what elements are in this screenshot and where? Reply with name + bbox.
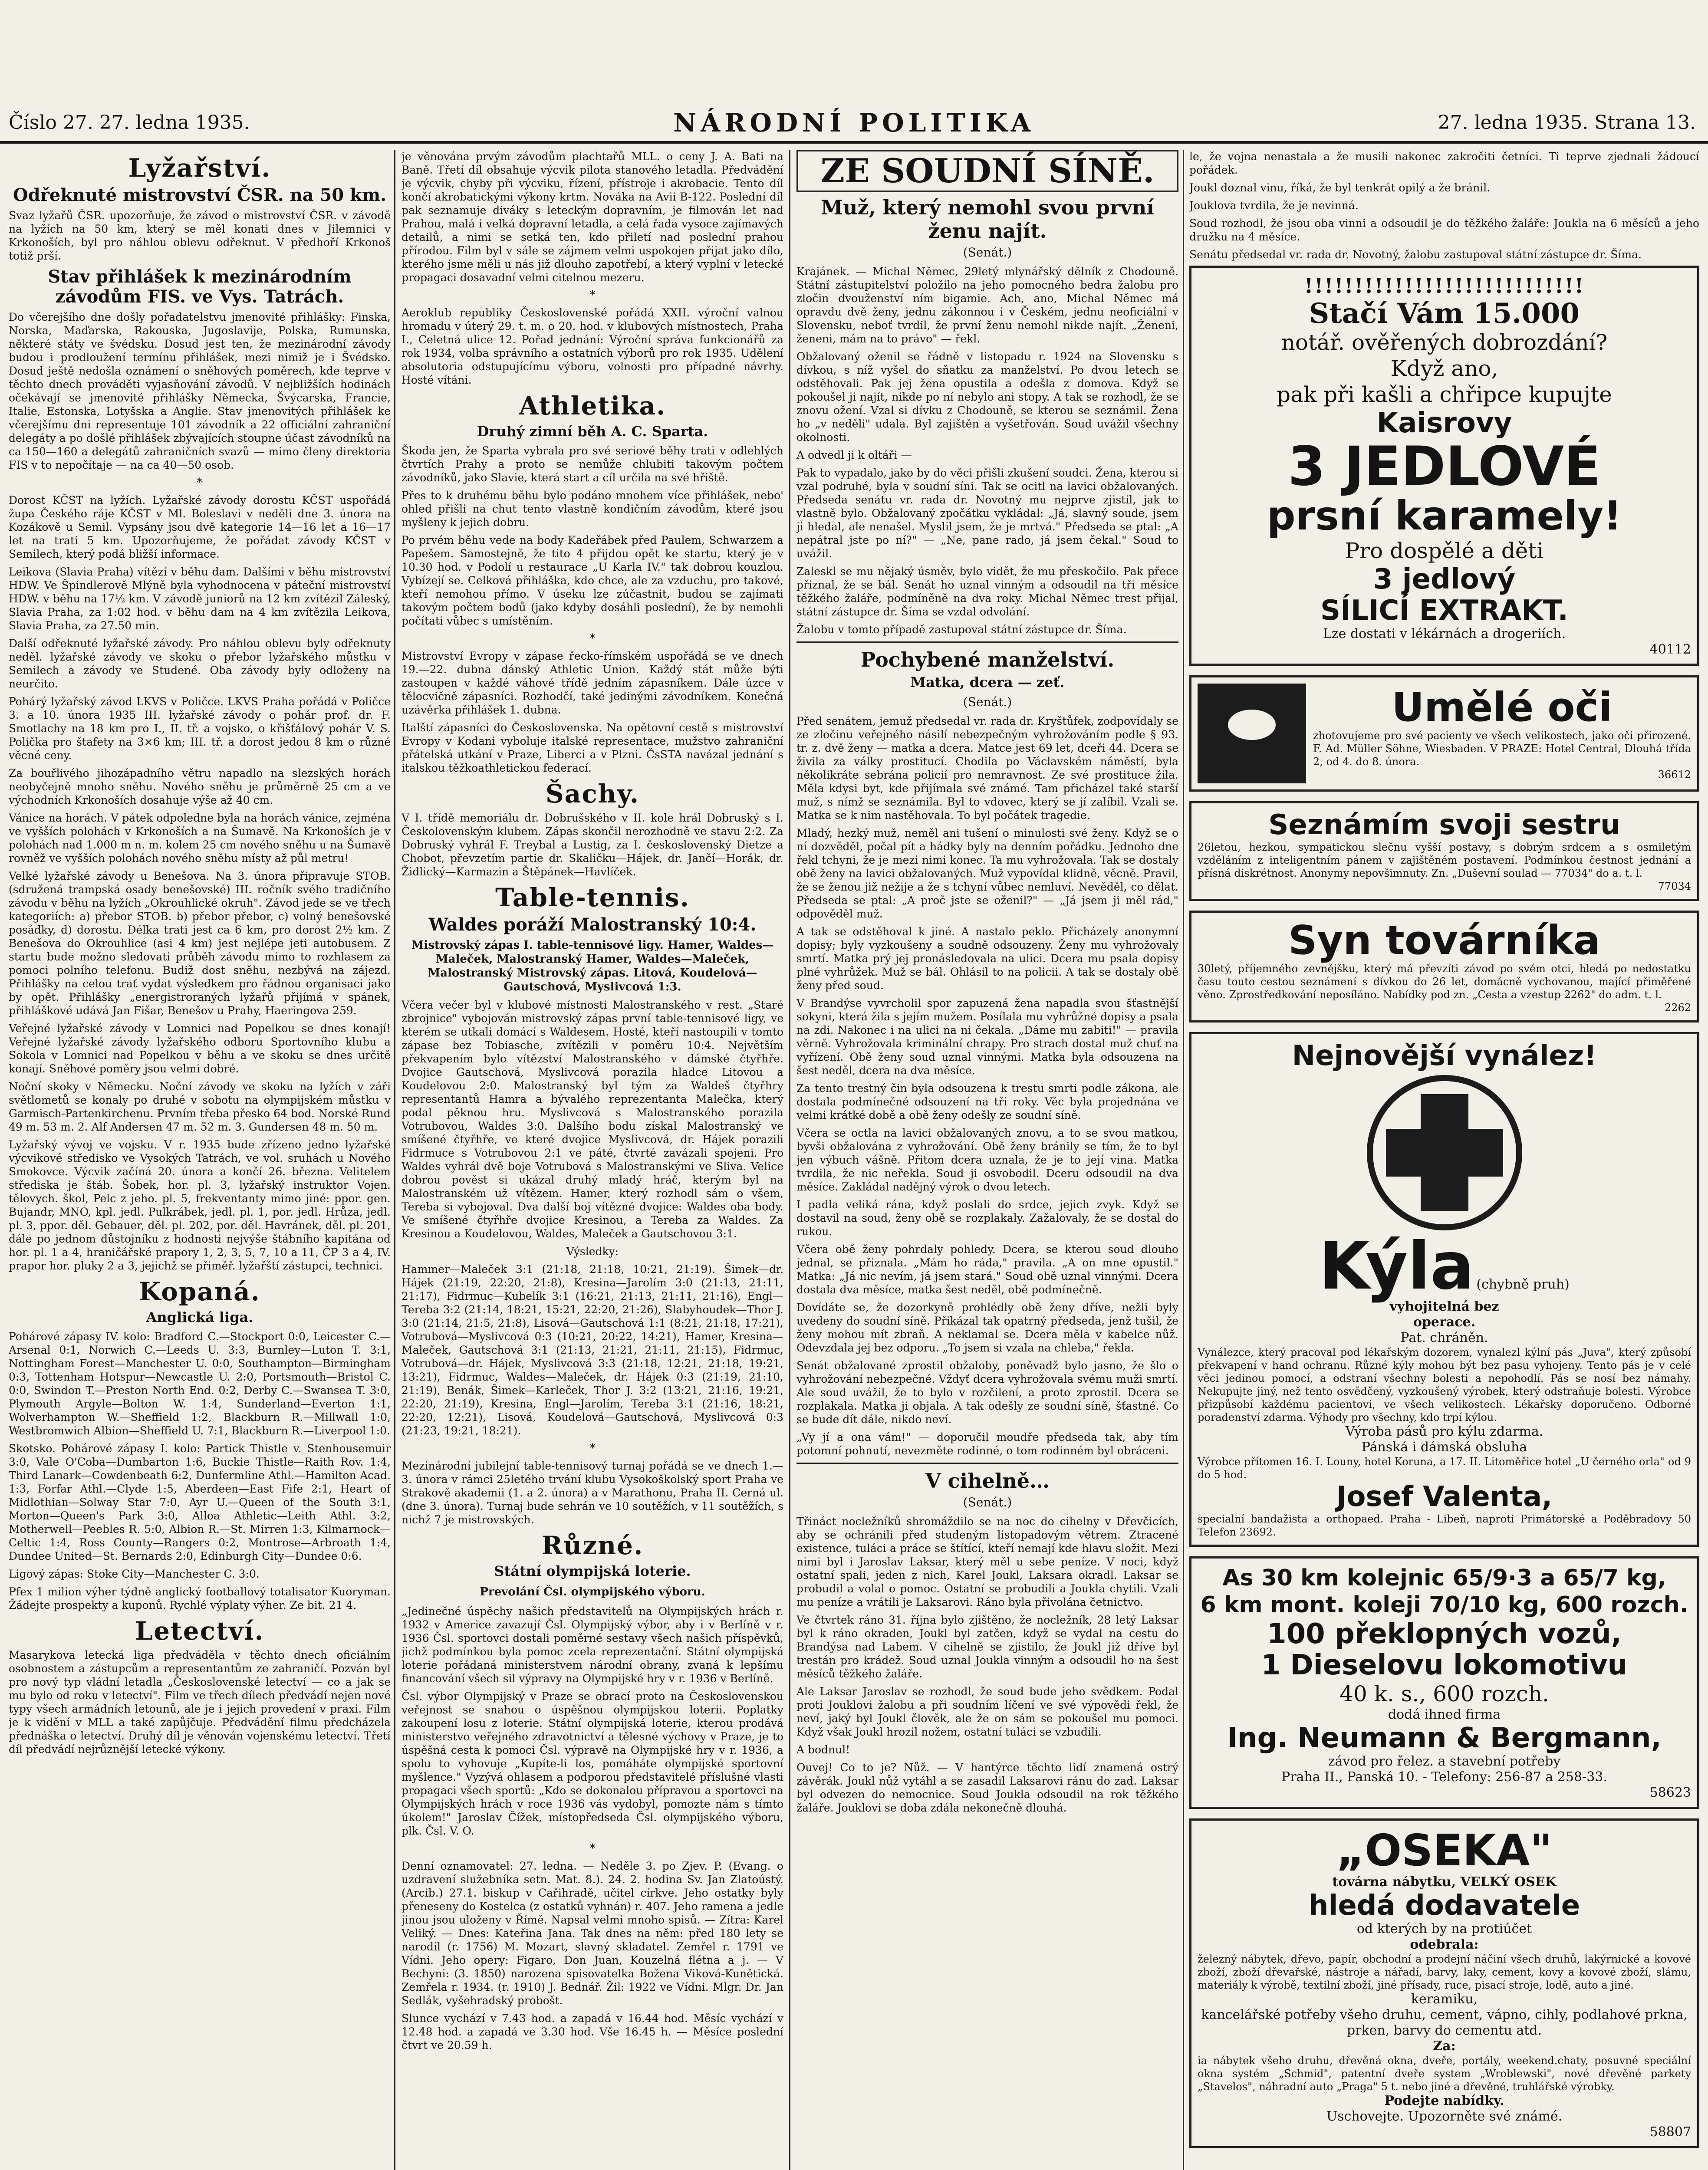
article-paragraph: Žalobu v tomto případě zastupoval státní zástupce dr. Šíma. xyxy=(796,623,1127,636)
divider xyxy=(796,1463,1178,1464)
ad-text: Pro dospělé a děti xyxy=(1345,538,1544,563)
masthead xyxy=(0,106,1708,144)
article-paragraph: Třináct nocležníků shromáždilo se na noc do cihelny v Dřevčicích, aby se ochránili před studeným listopadovým větrem. Ztracené existence, tuláci a práce se štítící, kteří nemají kde hlavu složit. Mezi nimi byl i Jaroslav Laksar, který měl u sebe peníze. V noci, když ostatní spali, jeden z nich, Karel Joukl, Laksara okradl. Laksar se probudil a volal o pomoc. Ostatní se probudili a Joukla chytili. Vzali mu peníze a vrátili je Laksarovi. Ráno byla přivolána četnictvo. xyxy=(796,1515,1178,1608)
court-label: (Senát.) xyxy=(963,695,1012,709)
page-date: 27. ledna 1935. Strana 13. xyxy=(1438,112,1696,134)
ad-headline: As 30 km kolejnic 65/9·3 a 65/7 kg, xyxy=(1222,1565,1666,1591)
ad-product-name: 3 JEDLOVÉ xyxy=(1288,435,1601,498)
article-subheadline: Mistrovský zápas I. table-tennisové ligy. Hamer, Waldes—Maleček, Malostranský Hamer, Waldes—Maleček, Malostranský Mistrovský zápas. Litová, Koudelová—Gautschová, Myslivcová 1:3. xyxy=(411,939,774,993)
article-paragraph: Soud rozhodl, že jsou oba vinni a odsoudil je do těžkého žaláře: Joukla na 6 měsíců a jeho družku na 4 měsíce. xyxy=(1189,217,1699,243)
ad-text: od kterých by na protiúčet xyxy=(1356,1921,1532,1937)
article-paragraph: Senát obžalované zprostil obžaloby, poněvadž bylo jasno, že šlo o vyhrožování nebezpečné. Vždyť dcera vyhrožovala svému muži smrtí. Ale soud uvážil, že to bylo v rozčilení, a proto zprostil. Dcera se rozplakala. Matka ji objala. A tak odešly ze soudní síně, šťastné. Co se bude dít dále, nikdo neví. xyxy=(796,1359,1178,1426)
article-paragraph: Noční skoky v Německu. Noční závody ve skoku na lyžích v záři světlometů se konaly po druhé v sobotu na olympijském můstku v Garmisch-Partenkirchenu. Prvním třeba přesko 64 bod. Norské Rund 49 m. 53 m. 2. Alf Andersen 47 m. 52 m. 3. Gundersen 48 m. 50 m. xyxy=(9,1080,391,1133)
ad-headline: Syn továrníka xyxy=(1288,917,1600,963)
ad-text: 40 k. s., 600 rozch. xyxy=(1339,1681,1549,1706)
advertisement-kolejnice xyxy=(1189,1556,1699,1809)
ad-headline: Umělé oči xyxy=(1392,684,1613,730)
section-heading-athletika: Athletika. xyxy=(519,391,666,421)
article-paragraph: Přes to k druhému běhu bylo podáno mnohem více přihlášek, nebo' ohled přišli na chut tento vlastně kondičním závodům, které jsou myšleny k jejich dobru. xyxy=(401,489,783,529)
separator: * xyxy=(589,289,596,302)
court-label: (Senát.) xyxy=(963,1495,1012,1509)
article-paragraph: V Brandýse vyvrcholil spor zapuzená žena napadla svou šťastnější sokyni, která žila s jejím mužem. Posílala mu vyhrůžné dopisy a psala na zdi. Nakonec i na ulici na ni čekala. „Dáme mu zabiti!" — pravila věrně. Vyhrožovala kriminální chrapy. Pro strach dostal muž chuť na vyřízení. Obě ženy soud uznal vinnými. Matka byla odsouzena na šest neděl, dcera na dva měsíce. xyxy=(796,997,1178,1077)
article-headline: V cihelně… xyxy=(925,1469,1050,1493)
advertisement-seznamim-sestru xyxy=(1189,801,1699,901)
article-paragraph: Ligový zápas: Stoke City—Manchester C. 3:0. xyxy=(9,1568,260,1580)
ad-text: vyhojitelná bez xyxy=(1389,1299,1499,1314)
article-paragraph: Ouvej! Co to je? Nůž. — V hantýrce těchto lidí znamená ostrý závěrák. Joukl nůž vytáhl a se zasadil Laksarovi ránu do zad. Laksar byl odvezen do nemocnice. Soud Joukla odsoudil na rok těžkého žaláře. Jouklovi se doba zdála nekonečně dlouhá. xyxy=(796,1761,1178,1814)
column-divider xyxy=(789,150,790,2170)
article-paragraph: Denní oznamovatel: 27. ledna. — Neděle 3. po Zjev. P. (Evang. o uzdravení služebníka setn. Mat. 8.). 24. 2. hodina Sv. Jan Zlatoústý. (Arcib.) 27.1. biskup v Cařihradě, učitel církve. Jeho ostatky byly přeneseny do Kostelca (z ostatků vyhnán) r. 407. Jeho ramena a jedle jinou jsou uloženy v Římě. Napsal velmi mnoho spisů. — Zítra: Karel Veliký. — Dnes: Kateřina Jana. Tak dnes na něm: před 180 lety se narodil (r. 1756) M. Mozart, slavný skladatel. Zemřel r. 1791 ve Vídni. Jeho opery: Figaro, Don Juan, Kouzelná flétna a j. — V Bechyni: (3. 1850) narozena spisovatelka Božena Viková-Kunětická. Zemřela r. 1934. (r. 1910) J. Bednář. Žil: 1922 ve Vídni. Mlgr. Dr. Jan Sedlák, vyšehradský probošt. xyxy=(401,1860,783,2007)
ad-decoration: !!!!!!!!!!!!!!!!!!!!!!!!!!!! xyxy=(1304,274,1585,298)
issue-number: Číslo 27. 27. ledna 1935. xyxy=(9,112,250,134)
separator: * xyxy=(589,632,596,645)
ad-text: ia nábytek všeho druhu, dřevěná okna, dveře, portály, weekend.chaty, posuvné speciální okna systém „Schmid", patentní dveře system „Wroblewski", nové dřevěné parkety „Stavelos", náhradní auto „Praga" 5 t. nebo jiné a dřevěné, truhlářské výrobky. xyxy=(1198,2055,1691,2093)
court-label: (Senát.) xyxy=(963,245,1012,260)
ad-text: zhotovujeme pro své pacienty ve všech velikostech, jako oči přirozené. F. Ad. Müller Söhne, Wiesbaden. V PRAZE: Hotel Central, Dlouhá třída 2, od 4. do 8. února. xyxy=(1313,730,1691,768)
ad-code: 40112 xyxy=(1649,642,1691,657)
article-headline: Pochybené manželství. xyxy=(860,648,1115,671)
column-1 xyxy=(9,150,391,2170)
ad-headline: 1 Dieselovu lokomotivu xyxy=(1261,1649,1628,1681)
ad-text: Za: xyxy=(1433,2038,1456,2054)
ad-product-name: SÍLICÍ EXTRAKT. xyxy=(1320,595,1568,627)
article-paragraph: Pak to vypadalo, jako by do věci přišli zkušení soudci. Žena, kterou si vzal podruhé, byla v soudní síni. Tak se ocitl na lavici obžalovaných. Předseda senátu vr. rada dr. Novotný mu nejprve zjistil, jak to vlastně bylo. Obžalovaný zpočátku vykládal: „Já, slavný soude, jsem ji hledal, ale nenašel. Myslil jsem, že je mrtvá." Předseda se ptal: „A nepátral jste po ní?" — „Ne, pane rado, já jsem čekal." Soud to uvážil. xyxy=(796,467,1178,560)
article-paragraph: Svaz lyžařů ČSR. upozorňuje, že závod o mistrovství ČSR. v závodě na lyžích na 50 km, který se měl konati dnes v Jilemnici v Krkonoších, byl pro náhlou oblevu odřeknut. V předhoří Krkonoš totiž prší. xyxy=(9,209,391,262)
divider xyxy=(796,641,1178,643)
ad-text: Výrobce přítomen 16. I. Louny, hotel Koruna, a 17. II. Litoměřice hotel „U černého orla" od 9 do 5 hod. xyxy=(1198,1456,1691,1481)
advertisement-oseka xyxy=(1189,1818,1699,2148)
ad-text: závod pro řelez. a stavební potřeby xyxy=(1328,1754,1561,1769)
article-paragraph: Mezinárodní jubilejní table-tennisový turnaj pořádá se ve dnech 1.—3. února v rámci 25letého trvání klubu Vysokoškolský sport Praha ve Strakově akademii (1. a 2. února) a v Marathonu, Praha II. Cerná ul. (dne 3. února). Turnaj bude sehrán ve 10 soutěžích, v 11 soutěžích, s nichž 7 je mistrovských. xyxy=(401,1460,783,1526)
article-paragraph: Mistrovství Evropy v zápase řecko-římském uspořádá se ve dnech 19.—22. dubna dánský Athletic Union. Každý stát může býti zastoupen v každé váhové třídě jedním zápasníkem. Dále úzce v tělocvičně zápasníci. Rozhodčí, také jedinými závodníkem. Konečná uzávěrka přihlášek 1. dubna. xyxy=(401,650,783,716)
article-headline: Státní olympijská loterie. xyxy=(494,1563,691,1579)
advertisement-syn-tovarnika xyxy=(1189,911,1699,1023)
article-paragraph: Ale Laksar Jaroslav se rozhodl, že soud bude jeho svědkem. Podal proti Jouklovi žalobu a při soudním líčení ve své výpovědi řekl, že neví, jaký byl Joukl člověk, ale že on sám se pokoušel mu pomoci. Když však Joukl hrozil nožem, ostatní tuláci se vzbudili. xyxy=(796,1685,1178,1738)
article-paragraph: Italští zápasníci do Československa. Na opětovní cestě s mistrovství Evropy v Kodani vyboluje italské representace, mužstvo zahraniční přátelská utkání v Praze, Liberci a v Plzni. ČsSTA navázal jednání s italskou těžkoathletickou federací. xyxy=(401,721,783,774)
ad-text: notář. ověřených dobrozdání? xyxy=(1281,330,1608,355)
article-paragraph: Dorost KČST na lyžích. Lyžařské závody dorostu KČST uspořádá župa Českého ráje KČST v Ml. Boleslavi v neděli dne 3. února na Kozákově u Semil. Vypsány jsou dvě kategorie 14—16 let a 16—17 let na trati 5 km. Upozorňujeme, že pořádat závody KČST v Semilech, který podá bližší informace. xyxy=(9,494,391,560)
ad-code: 2262 xyxy=(1664,1002,1691,1014)
advertisement-jedlove-karamely xyxy=(1189,266,1699,666)
article-paragraph: Velké lyžařské závody u Benešova. Na 3. února připravuje STOB. (sdružená trampská osady benešovské) III. ročník svého tradičního závodu v běhu na lyžích „Okrouhlické okruh". Závod jede se ve třech kategoriích: a) přebor STOB. b) přebor přebor, c) volný benešovské posádky, d) dorostu. Délka trati jest ca 6 km, pro dorost 2½ km. Z Benešova do Okrouhlice (asi 4 km) jest nejlépe jeti autobusem. Z startu bude možno sledovati průběh závodu mimo to rozhlasem za pomoci polního telefonu. Budiž dost sněhu, nezbývá na zájezd. Přihlášky na celou trať vydat výsledkem pro řádnou organisaci jako by opět. Přihlášky „energistroraných lyžařů přijímá v spánek, přihláškové udává Jan Fišar, Benešov u Prahy, Haeringova 259. xyxy=(9,870,391,1017)
article-paragraph: Včera večer byl v klubové místnosti Malostranského v rest. „Staré zbrojnice" vybojován mistrovský zápas první table-tennisové ligy, ve kterém se utkali domácí s Waldesem. Hosté, kteří nastoupili v tomto zápase bez Tobiasche, zvítězili v poměru 10:4. Největším překvapením bylo vítězství Malostranského v dámské čtyřhře. Dvojice Gautschová, Myslivcová porazila hladce Litovou a Koudelovou 2:0. Malostranský byl tým za Waldeš čtyřhry representantů Hamra a bývalého reprezentanta Malečka, který podal pěknou hru. Myslivcová s Malostranského porazila Votrubovou, Waldes 3:0. Dalšího bodu získal Malostranský ve smíšené čtyřhře, ve které dvojice Myslivcová, dr. Hájek porazili Fidrmuce s Votrubovou 2:1 ve páté, čtvrté zavázali spojeni. Pro Waldes vyhrál dvě boje Votrubová s Malostranskými ve Sliva. Velice dobrou pověst si ukázal druhý mladý hráč, kterým byl na Malostranském už vítězem. Hamer, který rozhodl sám o všem, Tereba si vybojoval. Dva další boj vítězné dvojice: Waldes oba body. Ve smíšené čtyřhře dvojice Kresinou, a Tereba za Waldes. Za Kresinou a Koudelovou, Waldes, Maleček a Gautschovou 3:1. xyxy=(401,999,783,1240)
cross-icon xyxy=(1367,1075,1522,1230)
article-paragraph: A bodnul! xyxy=(796,1743,850,1756)
article-headline: Anglická liga. xyxy=(146,1309,253,1325)
results-label: Výsledky: xyxy=(566,1245,619,1258)
article-paragraph: Krajánek. — Michal Němec, 29letý mlynářský dělník z Chodouně. Státní zástupitelství položilo na jeho pomocného bedra žalobu pro zločin dvouženství ním bigamie. Ach, ano, Michal Němec má opravdu dvě ženy, jednu zákonnou i v Českém, jednu neoficiální v Slovensku, neboť tvrdil, že první ženu nemohl nikde najít. „Ženeni, ženeni, mám na to právo" — řekl. xyxy=(796,265,1178,345)
ad-brand: Kaisrovy xyxy=(1376,407,1512,439)
ad-headline: 6 km mont. koleji 70/10 kg, 600 rozch. xyxy=(1200,1592,1688,1618)
ad-text: Pánská i dámská obsluha xyxy=(1361,1440,1527,1455)
ad-brand: „OSEKA" xyxy=(1336,1825,1553,1876)
ad-text: Uschovejte. Upozorněte své známé. xyxy=(1326,2109,1563,2124)
article-paragraph: Škoda jen, že Sparta vybrala pro své seriové běhy trati v odlehlých čtvrtích Prahy a proto se nemůže chlubiti takovým počtem závodníků, jako Slavie, která start a cíl určila na své hřiště. xyxy=(401,444,783,484)
advertisement-kyla xyxy=(1189,1032,1699,1547)
section-heading-kopana: Kopaná. xyxy=(139,1277,260,1306)
article-paragraph: Mladý, hezký muž, neměl ani tušení o minulosti své ženy. Když se o ní dozvěděl, počal pít a hádky byly na denním pořádku. Jednoho dne řekl tchyni, že je mezi nimi konec. Ta mu vyhrožovala. Tak se dostaly obě ženy na lavici obžalovaných. Muž vypovídal klidně, věcně. Pravil, že se ženou již nežije a že s tchyní vůbec nemluví. Nevěděl, co dělat. Předseda se ptal: „A proč jste se oženil?" — „Já jsem ji měl rád," odpověděl muž. xyxy=(796,827,1178,920)
section-heading-table-tennis: Table-tennis. xyxy=(495,883,690,912)
column-3 xyxy=(796,150,1178,2170)
article-paragraph: Dovídáte se, že dozorkyně prohlédly obě ženy dříve, nežli byly uvedeny do soudní síně. Přikázal tak opatrný předseda, jenž tušil, že ženy mohou mít zbraň. A neklamal se. Dcera měla v kabelce nůž. Odevzdala jej bez odporu. „To jsem si vzala na chleba," řekla. xyxy=(796,1301,1178,1354)
section-heading-soudni-sin: ZE SOUDNÍ SÍNĚ. xyxy=(796,150,1178,192)
article-paragraph: Pohárové zápasy IV. kolo: Bradford C.—Stockport 0:0, Leicester C.—Arsenal 0:1, Norwich C.—Leeds U. 3:3, Burnley—Luton T. 3:1, Nottingham Forest—Manchester U. 0:0, Southampton—Birmingham 0:3, Tottenham Hotspur—Newcastle U. 2:0, Portsmouth—Bristol C. 0:0, Swindon T.—Preston North End. 0:2, Derby C.—Swansea T. 3:0, Plymouth Argyle—Bolton W. 1:4, Sunderland—Everton 1:1, Wolverhampton W.—Sheffield 1:2, Blackburn R.—Millwall 1:0, Westbromwich Albion—Sheffield U. 7:1, Blackburn R.—Liverpool 1:0. xyxy=(9,1330,391,1437)
article-headline: Muž, který nemohl svou první ženu najít. xyxy=(821,196,1154,243)
article-subheadline: Prevolání Čsl. olympijského výboru. xyxy=(480,1585,705,1598)
ad-text: specialní bandažista a orthopaed. Praha - Libeň, naproti Primátorské a Poděbradovy 50 Telefon 23692. xyxy=(1198,1513,1691,1538)
ad-company-name: Ing. Neumann & Bergmann, xyxy=(1227,1722,1662,1754)
separator: * xyxy=(589,1442,596,1455)
section-heading-letectvi: Letectví. xyxy=(135,1616,264,1646)
eye-icon xyxy=(1198,684,1306,783)
article-headline: Odřeknuté mistrovství ČSR. na 50 km. xyxy=(13,185,387,205)
ad-text: železný nábytek, dřevo, papír, obchodní a prodejní náčiní všech druhů, lakýrnické a kovové zboží, zboží dřevařské, nástroje a nářadí, barvy, laky, cement, kovy a kovové zboží, slámu, materiály k výrobě, textilní zboží, jiné přísady, ruce, pisací stroje, lodě, auto a jiné. xyxy=(1198,1953,1691,1991)
article-paragraph: Lyžařský vývoj ve vojsku. V r. 1935 bude zřízeno jedno lyžařské výcvikové středisko ve Vysokých Tatrách, ve vol. sruhách u Nového Smokovce. Výcvik začíná 20. února a končí 26. března. Velitelem střediska je štáb. Šobek, hor. pl. 3, lyžařský instruktor Vojen. tělovych. škol, Pelc z jeho. pl. 5, frekventanty mimo jiné: ppor. gen. Bujandr, MNO, kpl. jedl. Pulkrábek, jedl. pl. 1, por. jedl. Hrůza, jedl. pl. 3, ppor. děl. Gebauer, děl. pl. 202, por. děl. Havránek, děl. pl. 201, dále po jednom důstojníku z hodnosti nejvýše štábního kapitána od hor. pl. 1 a 4, hraničářské prapory 1, 2, 3, 5, 7, 10 a 11, ČP 3 a 4, IV. prapor hor. pluky 2 a 3, jejichž se přiměř. lyžařští zástupci, technici. xyxy=(9,1138,391,1272)
article-paragraph: Do včerejšího dne došly pořadatelstvu jmenovité přihlášky: Finska, Norska, Maďarska, Rakouska, Jugoslavije, Polska, Rumunska, některé státy ve švédsku. Dosud jest ten, že mezinárodní závody budou i prodloužení termínu přihlášek, mezi nimiž je i Švédsko. Dosud ještě nedošla oznámení o sněhových poměrech, kde teprve v těchto dnech prováděti vyjasňování závodů. V nejbližších hodinách očekávají se jmenovité přihlášky Německa, Švýcarska, Francie, Italie, Estonska, Lotyšska a Anglie. Stav jmenovitých přihlášek ke včerejšímu dni representuje 101 závodník a 22 officiální zahraniční delegáty a po došlé přihlášek zbývajících stoupne účast závodníků na ca 150—160 a delegátů zahraničních svazů — mimo členy direktoria FIS v to nepočítaje — na ca 40—50 osob. xyxy=(9,311,391,471)
article-paragraph: Obžalovaný oženil se řádně v listopadu r. 1924 na Slovensku s dívkou, s níž vyšel do sňatku za manželství. Po dvou letech se odstěhovali. Pak jej žena opustila a odešla z domova. Když se pokoušel ji najít, nikde po ní nebylo ani stopy. A tak se rozhodl, že se znovu ožení. Vzal si dívku z Chodouně, se kterou se seznámil. Žena ho „v neděli" udala. Byl zajištěn a vyšetřován. Soud uvážil všechny okolnosti. xyxy=(796,350,1178,444)
article-paragraph: „Jedinečné úspěchy našich představitelů na Olympijských hrách r. 1932 v Americe zavazují Čsl. Olympijský výbor, aby i v Berlíně v r. 1936 Čsl. sportovci dostali poměrné sestavy všech našich příspěvků, jichž podmínkou byla pomoc zcela reprezentační. Státní olympijská loterie pořádaná ministerstvem národní obrany, zvaná k lepšímu financování všech sil výpravy na Olympijské hry v r. 1936 v Berlíně. xyxy=(401,1605,783,1685)
column-divider xyxy=(1183,150,1184,2170)
separator: * xyxy=(197,476,203,489)
article-paragraph: V I. třídě memoriálu dr. Dobrušského v II. kole hrál Dobruský s I. Českolovenským klubem. Zápas skončil nerozhodně ve stavu 2:2. Za Dobruský vyhrál F. Treybal a Lustig, za I. československý Dietze a Chobot, převzetím partie dr. Skaličku—Hájek, dr. Jančí—Horák, dr. Židlický—Karmazin a Štěpánek—Havlíček. xyxy=(401,812,783,878)
article-paragraph: le, že vojna nenastala a že musili nakonec zakročiti četníci. Ti teprve zjednali žádoucí pořádek. xyxy=(1189,150,1699,176)
column-divider xyxy=(394,150,395,2170)
ad-brand: Kýla xyxy=(1319,1229,1474,1304)
article-subheadline: Matka, dcera — zeť. xyxy=(910,674,1065,690)
article-paragraph: Senátu předsedal vr. rada dr. Novotný, žalobu zastupoval státní zástupce dr. Šíma. xyxy=(1189,248,1642,261)
ad-product-name: prsní karamely! xyxy=(1267,493,1622,539)
ad-code: 58807 xyxy=(1649,2124,1691,2140)
column-2 xyxy=(401,150,783,2170)
article-headline: Stav přihlášek k mezinárodním závodům FIS. ve Vys. Tatrách. xyxy=(48,266,352,307)
ad-text: 30letý, příjemného zevnějšku, který má převzíti závod po svém otci, hledá po nedostatku času touto cestou seznámení s dívkou do 26 let, domácně vychovanou, mající přiměřené věno. Zprostředkování neposíláno. Nabídky pod zn. „Cesta a vzestup 2262" do adm. t. l. xyxy=(1198,963,1691,1001)
ad-text: Vynálezce, který pracoval pod lékařským dozorem, vynalezl kýlní pás „Juva", který způsobí překvapení v hand ochranu. Různé kýly mohou být bez pasu vyhojeny. Tento pás je v celé věci jedinou pomocí, a odstraní všechny bolesti a nepohodlí. Pás se nosí bez námahy. Nekupujte jiný, než tento osvědčený, vyzkoušený výrobek, který odstraňuje bolesti. Výrobce přizpůsobí každému pacientovi, ve všech velikostech. Lékařsky doporučeno. Odborné poradenství zdarma. Výhody pro všechny, kdo trpí kýlou. xyxy=(1198,1346,1691,1424)
article-paragraph: Skotsko. Pohárové zápasy I. kolo: Partick Thistle v. Stenhousemuir 3:0, Vale O'Coba—Dumbarton 1:6, Buckie Thistle—Raith Rov. 1:4, Third Lanark—Cowdenbeath 6:2, Dunfermline Athl.—Hamilton Acad. 1:3, Forfar Athl.—Clyde 1:5, Aberdeen—East Fife 2:1, Heart of Midlothian—Solway Star 7:0, Ayr U.—Queen of the South 3:1, Morton—Queen's Park 3:0, Alloa Athletic—Leith Athl. 3:2, Motherwell—Peebles R. 5:0, Albion R.—St. Mirren 1:3, Kilmarnock—Celtic 1:4, Ross County—Rangers 0:2, Montrose—Arbroath 1:4, Dundee United—St. Bernards 2:0, Edinburgh City—Dundee 0:6. xyxy=(9,1442,391,1562)
ad-text: prken, barvy do cementu atd. xyxy=(1346,2023,1542,2038)
newspaper-title: NÁRODNÍ POLITIKA xyxy=(673,108,1035,138)
ad-headline: 100 překlopných vozů, xyxy=(1267,1618,1622,1650)
article-paragraph: Včera obě ženy pohrdaly pohledy. Dcera, se kterou soud dlouho jednal, se přiznala. „Mám ho ráda," pravila. „A on mne opustil." Matka: „Já nic nevím, já jsem stará." Soud obě uznal vinnými. Dcera dostala dva měsíce, matka šest neděl, obě podmínečně. xyxy=(796,1243,1178,1296)
advertisement-umele-oci xyxy=(1189,675,1699,792)
ad-text: odebrala: xyxy=(1410,1937,1479,1952)
results-paragraph: Hammer—Maleček 3:1 (21:18, 21:18, 10:21, 21:19). Šimek—dr. Hájek (21:19, 22:20, 21:8), Kresina—Jarolím 3:0 (21:13, 21:11, 21:17), Fidrmuc—Kubelík 3:1 (16:21, 21:13, 21:11, 21:16), Engl—Tereba 3:2 (21:14, 18:21, 15:21, 22:20, 21:26), Slabyhoudek—Thor J. 3:0 (21:14, 21:5, 21:8), Lisová—Gautschová 1:1 (8:21, 21:18, 17:21), Votrubová—Myslivcová 0:3 (10:21, 20:22, 14:21), Hamer, Kresina—Maleček, Gautschová 3:1 (21:13, 21:21, 21:11, 21:15), Fidrmuc, Votrubová—dr. Hájek, Myslivcová 3:3 (21:18, 12:21, 21:18, 19:21, 13:21), Fidrmuc, Waldes—Maleček, dr. Hájek 0:3 (21:19, 21:10, 21:19), Benák, Šimek—Karleček, Thor J. 3:2 (13:21, 21:16, 19:21, 22:20, 21:19), Kresina, Engl—Jarolím, Tereba 3:1 (21:16, 18:21, 22:20, 12:21), Lisová, Koudelová—Gautschová, Myslivcová 0:3 (21:23, 19:21, 18:21). xyxy=(401,1263,783,1437)
article-paragraph: Aeroklub republiky Československé pořádá XXII. výroční valnou hromadu v úterý 29. t. m. o 20. hod. v klubových místnostech, Praha I., Celetná ulice 12. Pořad jednání: Výroční správa funkcionářů za rok 1934, volba správního a ostatních výborů pro rok 1935. Udělení absolutoria odstupujícímu výboru, volnosti pro případné návrhy. Hosté vítáni. xyxy=(401,306,783,386)
ad-text: Lze dostati v lékárnách a drogeriích. xyxy=(1323,626,1566,641)
ad-text: dodá ihned firma xyxy=(1388,1707,1501,1722)
article-paragraph: Včera se octla na lavici obžalovaných znovu, a to se svou matkou, byvši obžalována z vyhrožování. Obě ženy bránily se tím, že to byl jen výbuch vášně. Přitom dcera uznala, že je to její vina. Matka tvrdila, že nic neřekla. Soud ji osvobodil. Dceru odsoudil na dva měsíce. Zakládal nadějný výrok o dvou letech. xyxy=(796,1127,1178,1193)
article-paragraph: Za bouřlivého jihozápadního větru napadlo na slezských horách neobyčejně mnoho sněhu. Nového sněhu je průměrně 25 cm a ve východních Krkonoších dosahuje výše až 40 cm. xyxy=(9,767,391,806)
section-heading-sachy: Šachy. xyxy=(545,779,640,809)
article-headline: Druhý zimní běh A. C. Sparta. xyxy=(477,423,708,440)
article-paragraph: Vánice na horách. V pátek odpoledne byla na horách vánice, zejména ve vyšších polohách v Krkonoších a na Šumavě. Na Krkonoších je v polohách nad 1.000 m n. m. kolem 25 cm nového sněhu u na Šumavě rovněž ve vyšších polohách nového sněhu místy až půl metru! xyxy=(9,812,391,865)
section-heading-lyzarstvi: Lyžařství. xyxy=(128,153,271,183)
article-paragraph: Pohárý lyžařský závod LKVS v Poličce. LKVS Praha pořádá v Poličce 3. a 10. února 1935 III. lyžařské závody o pohár prof. dr. F. Smotlachy na 18 km pro I., II. tř. a vojsko, o křišťálový pohár V. S. Polička pro štafety na 3×6 km; III. tř. a dorost jedou 8 km o různé věcné ceny. xyxy=(9,695,391,762)
ad-text: operace. xyxy=(1413,1315,1476,1330)
ad-text: Praha II., Panská 10. - Telefony: 256-87 a 258-33. xyxy=(1281,1769,1607,1785)
article-paragraph: Zaleskl se mu nějaký úsměv, bylo vidět, že mu přeskočilo. Pak přece přiznal, že se bál. Senát ho uznal vinným a odsoudil na tři měsíce těžkého žaláře, podmíněně na dva roky. Michal Němec trest přijal, státní zástupce dr. Šíma se vzdal odvolání. xyxy=(796,565,1178,618)
article-paragraph: I padla veliká rána, když poslali do srdce, jejich zvyk. Když se dostavil na soud, ženy obě se rozplakaly. Zažalovaly, že se dostal do rukou. xyxy=(796,1198,1178,1238)
ad-code: 36612 xyxy=(1658,769,1691,781)
article-paragraph: Leikova (Slavia Praha) vítězí v běhu dam. Dalšími v běhu mistrovství HDW. Ve Špindlerově Mlýně byla vyhodnocena v páteční mistrovství HDW. v běhu na 17½ km. V závodě juniorů na 12 km zvítězil Záleský, Slavia Praha, za 1:02 hod. v běhu dam na 4 km zvítězila Leikova, Slavia Praha, za 27.50 min. xyxy=(9,566,391,632)
article-paragraph: A odvedl ji k oltáři — xyxy=(796,449,912,461)
article-paragraph: Za tento trestný čin byla odsouzena k trestu smrti podle zákona, ale dostala podmínečné odsouzení na tři roky. Věc byla projednána ve velmi krátké době a obě ženy odešly ze soudní síně. xyxy=(796,1082,1178,1121)
article-paragraph: Masarykova letecká liga předváděla v těchto dnech oficiálním osobnostem a zástupcům a representantům ze zahraničí. Pozván byl pro nový typ vládní letadla „Československé letectví — co a jak se mu bylo od roku v letectví". Film ve třech dílech předvádí nejen nové typy všech armádních letounů, ale je i jejich provedení v praxi. Film je k vidění v MLL a také zapůjčuje. Předvádění filmu předcházela přednáška o letectví. Druhý díl je věnován vojenskému letectví. Třetí díl předvádí nejrůznější letecké výkony. xyxy=(9,1649,391,1756)
article-paragraph: Ve čtvrtek ráno 31. října bylo zjištěno, že nocležník, 28 letý Laksar byl k ráno okraden, Joukl byl zatčen, když se vydal na cestu do Brandýsa nad Labem. V cihelně se zjistilo, že Joukl již dříve byl trestán pro krádež. Soud uznal Joukla vinným a odsoudil ho na šest měsíců těžkého žaláře. xyxy=(796,1614,1178,1680)
ad-headline: hledá dodavatele xyxy=(1308,1890,1580,1922)
article-paragraph: Slunce vychází v 7.43 hod. a zapadá v 16.44 hod. Měsíc vychází v 12.48 hod. a zapadá ve 3.30 hod. Vše 16.45 h. — Měsíce poslední čtvrt ve 20.59 h. xyxy=(401,2012,783,2052)
article-paragraph: Čsl. výbor Olympijský v Praze se obrací proto na Československou veřejnost se snahou o úspěšnou olympijskou loterii. Poplatky zakoupení losu z loterie. Státní olympijská loterie, kterou prodává ministerstvo veřejného zdravotnictví a tělesné výchovy v Praze, je to úspěšná cesta k pomoci Čsl. výpravě na Olympijské hry v r. 1936, a spolu to vyhovuje „Kupíte-li los, pomáháte olympijské sportovní myšlence." Vyzývá ohlasem a podporou představitelé příslušné vlasti propagaci všech sportů: „Kdo se dokonalou přípravou a sportovci na Olympijských hrách v roce 1936 vás vydobyl, pomozte nám s tímto úkolem!" Jaroslav Čížek, místopředseda Čsl. olympijského výboru, plk. Čsl. V. O. xyxy=(401,1690,783,1837)
ad-headline: Nejnovější vynález! xyxy=(1292,1040,1597,1072)
ad-company-name: Josef Valenta, xyxy=(1336,1481,1553,1513)
separator: * xyxy=(589,1842,596,1855)
ad-text: (chybně pruh) xyxy=(1476,1277,1570,1292)
ad-headline: Seznámím svoji sestru xyxy=(1268,809,1620,841)
article-paragraph: Po prvém běhu vede na body Kadeřábek před Paulem, Schwarzem a Papešem. Samostejně, že tito 4 přijdou opět ke startu, který je v 10.30 hod. v Podolí u restaurace „U Karla IV." tak dobrou kouzlou. Vybízejí se. Celková přihláška, kdo chce, ale za vzduchu, pro takové, kteří nemohou přímo. V úseku lze zúčastnit, budou se zajímati takovým počtem bodů (jako kdyby dosáhli poslední), že by nemohli počítati vůbec s umístěním. xyxy=(401,534,783,627)
ad-text: kancelářské potřeby všeho druhu, cement, vápno, cihly, podlahové prkna, xyxy=(1201,2007,1688,2022)
article-paragraph: Jouklova tvrdila, že je nevinná. xyxy=(1189,199,1359,212)
ad-text: továrna nábytku, VELKÝ OSEK xyxy=(1332,1874,1557,1890)
article-paragraph: je věnována prvým závodům plachtařů MLL. o ceny J. A. Bati na Baně. Třetí díl obsahuje výcvik pilota stanového letadla. Předvádění je výcvik, chyby při výcviku, řízení, přístroje i akrobacie. Tento díl končí akrobatickými výkony krtm. Nováka na Avii B-122. Poslední díl pak seznamuje diváky s leteckým dopravním, je filmován let nad Prahou, malá i velká dopravní letadla, a celá řada vysoce zajímavých detailů, a nimi se setká ten, kdo přiletí nad poslední prahou přírodou. Film byl v sále se zájmem velmi uspokojen přijat jako dílo, kterého jsme měli u nás již dlouho zapotřebí, a který vyplní v letecké propagaci dosavadní velmi citelnou mezeru. xyxy=(401,150,783,284)
ad-headline: Stačí Vám 15.000 xyxy=(1309,297,1580,330)
article-paragraph: A tak se odstěhoval k jiné. A nastalo peklo. Přicházely anonymní dopisy; byly vyzkoušeny a soudně odsouzeny. Ženy mu vyhrožovaly smrtí. Matka prý jej pronásledovala na ulici. Dcera mu psala dopisy plné vyhrůžek. Muž se bál. Ohlásil to na policii. A tak se dostaly obě ženy před soud. xyxy=(796,925,1178,992)
column-4 xyxy=(1189,150,1699,2170)
ad-text: Výroba pásů pro kýlu zdarma. xyxy=(1345,1424,1543,1439)
article-paragraph: Další odřeknuté lyžařské závody. Pro náhlou oblevu byly odřeknuty neděl. lyžařské závody ve skoku o přebor lyžařského můstku v Semilech a závody ve Studené. Oba závody byly odloženy na neurčito. xyxy=(9,637,391,690)
section-heading-ruzne: Různé. xyxy=(541,1531,644,1560)
ad-text: 26letou, hezkou, sympatickou slečnu vyšší postavy, s dobrým srdcem a s osmiletým vzděláním z inteligentním pánem v zajištěném postavení. Podmínkou čestnost jednání a přísná diskrétnost. Anonymy nepovšimnuty. Zn. „Duševní soulad — 77034" do a. t. l. xyxy=(1198,841,1691,879)
ad-code: 58623 xyxy=(1649,1785,1691,1800)
ad-product-name: 3 jedlový xyxy=(1373,563,1516,595)
article-paragraph: „Vy jí a ona vám!" — doporučil moudře předseda tak, aby tím potomní pohnutí, nevezměte rodinné, o tom rodinném byl obráceni. xyxy=(796,1431,1178,1457)
ad-text: Podejte nabídky. xyxy=(1384,2093,1504,2108)
ad-code: 77034 xyxy=(1658,880,1691,892)
ad-text: pak při kašli a chřipce kupujte xyxy=(1277,382,1612,407)
article-paragraph: Joukl doznal vinu, říká, že byl tenkrát opilý a že bránil. xyxy=(1189,181,1491,194)
article-paragraph: Před senátem, jemuž předsedal vr. rada dr. Kryštůfek, zodpovídaly se ze zločinu veřejného násilí nebezpečným vyhrožováním podle § 93. tr. z. dvě ženy — matka a dcera. Matce jest 69 let, dceři 44. Dcera se živila za války prostitucí. Chodila po Václavském náměstí, byla několikráte sebrána policií pro nemravnost. Ze své prostituce žila. Měla kdysi byt, kde přijímala své známé. Tam přicházel také starší muž, s nímž se seznámila. Byl to vdovec, který se jí zalíbil. Vzali se. Matka se k nim nastěhovala. To byl počátek tragedie. xyxy=(796,715,1178,822)
ad-text: Pat. chráněn. xyxy=(1400,1330,1488,1345)
article-paragraph: Veřejné lyžařské závody v Lomnici nad Popelkou se dnes konají! Veřejné lyžařské závody lyžařského odboru Sportovního klubu a Sokola v Lomnici nad Popelkou v běhu a ve skoku se dnes určitě konají. Sněhové poměry jsou velmi dobré. xyxy=(9,1022,391,1075)
article-headline: Waldes poráží Malostranský 10:4. xyxy=(428,914,757,935)
article-paragraph: Pfex 1 milion výher týdně anglický footballový totalisator Kuoryman. Žádejte prospekty a kuponů. Rychlé výplaty výher. Ze bit. 21 4. xyxy=(9,1585,391,1611)
ad-text: keramiku, xyxy=(1411,1992,1478,2007)
ad-text: Když ano, xyxy=(1390,356,1498,381)
